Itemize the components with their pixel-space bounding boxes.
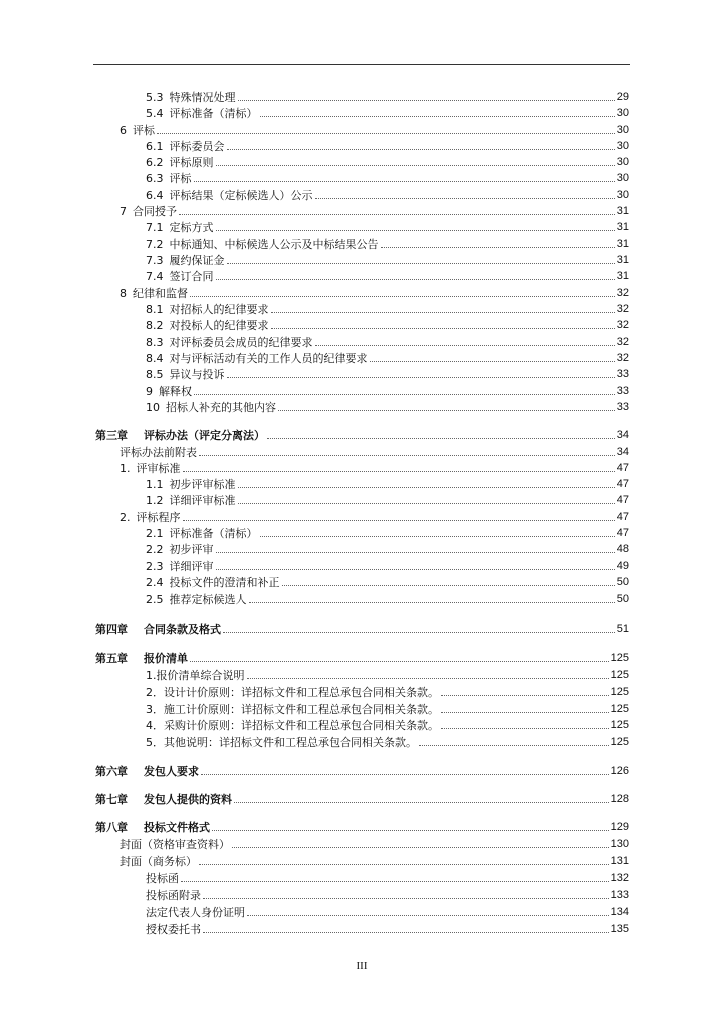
dot-leader — [227, 377, 615, 378]
toc-entry-number: 2.2 — [146, 543, 164, 556]
toc-entry-1-1[interactable] — [0, 475, 724, 491]
toc-chapter-6[interactable] — [0, 762, 724, 778]
toc-entry-title: 投标函附录 — [146, 889, 201, 902]
toc-entry-title: 履约保证金 — [169, 254, 225, 267]
toc-entry-title: 特殊情况处理 — [169, 91, 236, 104]
toc-entry-number: 8.5 — [146, 368, 164, 381]
toc-entry-cover-commercial[interactable] — [0, 852, 724, 868]
toc-entry-bid-letter[interactable] — [0, 869, 724, 885]
toc-entry-number: 2. — [120, 511, 131, 524]
toc-entry-page: 30 — [616, 124, 629, 136]
toc-entry-title: 详细评审标准 — [169, 494, 236, 507]
dot-leader — [419, 745, 609, 746]
dot-leader — [238, 503, 615, 504]
toc-entry-number: 7.3 — [146, 254, 164, 267]
toc-entry-title: 对招标人的纪律要求 — [169, 303, 269, 316]
toc-entry-page: 125 — [610, 652, 629, 664]
toc-entry-1[interactable] — [0, 459, 724, 475]
toc-entry-number: 2.5 — [146, 593, 164, 606]
toc-entry-title: 异议与投诉 — [169, 368, 225, 381]
toc-entry-page: 130 — [610, 838, 629, 850]
toc-chapter-8[interactable] — [0, 818, 724, 834]
dot-leader — [183, 471, 615, 472]
dot-leader — [232, 847, 609, 848]
toc-entry-pricing-summary[interactable] — [0, 666, 724, 682]
toc-entry-title: 5．其他说明：详招标文件和工程总承包合同相关条款。 — [146, 736, 417, 749]
toc-entry-page: 133 — [610, 889, 629, 901]
toc-chapter-title: 报价清单 — [144, 652, 188, 665]
toc-entry-title: 评标程序 — [136, 511, 181, 524]
toc-entry-construction-pricing[interactable] — [0, 700, 724, 716]
dot-leader — [190, 661, 609, 662]
toc-entry-page: 30 — [616, 107, 629, 119]
toc-entry-page: 47 — [616, 494, 629, 506]
toc-entry-legal-rep-id[interactable] — [0, 903, 724, 919]
dot-leader — [216, 569, 615, 570]
toc-entry-number: 2.3 — [146, 560, 164, 573]
toc-entry-page: 50 — [616, 576, 629, 588]
toc-entry-page: 125 — [610, 719, 629, 731]
toc-entry-page: 32 — [616, 287, 629, 299]
toc-entry-title: 对评标委员会成员的纪律要求 — [169, 336, 313, 349]
dot-leader — [223, 632, 615, 633]
toc-chapter-number: 第四章 — [95, 623, 128, 636]
dot-leader — [216, 552, 615, 553]
dot-leader — [190, 296, 615, 297]
toc-entry-page: 30 — [616, 172, 629, 184]
dot-leader — [216, 165, 615, 166]
toc-entry-other-notes[interactable] — [0, 733, 724, 749]
toc-entry-title: 评标办法前附表 — [120, 446, 197, 459]
toc-entry-page: 32 — [616, 336, 629, 348]
toc-entry-title: 中标通知、中标候选人公示及中标结果公告 — [169, 238, 379, 251]
toc-chapter-title: 发包人提供的资料 — [144, 793, 232, 806]
toc-entry-title: 评标委员会 — [169, 140, 225, 153]
toc-entry-page: 30 — [616, 189, 629, 201]
dot-leader — [227, 149, 615, 150]
toc-entry-page: 33 — [616, 368, 629, 380]
toc-entry-8-3[interactable] — [0, 333, 724, 349]
toc-entry-page: 34 — [616, 446, 629, 458]
toc-entry-page: 30 — [616, 156, 629, 168]
toc-entry-page: 50 — [616, 593, 629, 605]
dot-leader — [238, 487, 615, 488]
toc-entry-power-of-attorney[interactable] — [0, 920, 724, 936]
dot-leader — [199, 455, 615, 456]
toc-chapter-4[interactable] — [0, 620, 724, 636]
toc-entry-title: 3．施工计价原则：详招标文件和工程总承包合同相关条款。 — [146, 703, 439, 716]
dot-leader — [238, 100, 615, 101]
toc-entry-7[interactable] — [0, 202, 724, 218]
toc-entry-10[interactable] — [0, 398, 724, 414]
dot-leader — [267, 438, 615, 439]
toc-entry-8-5[interactable] — [0, 365, 724, 381]
toc-entry-number: 6.1 — [146, 140, 164, 153]
dot-leader — [282, 585, 615, 586]
dot-leader — [181, 881, 609, 882]
toc-entry-page: 131 — [610, 855, 629, 867]
toc-entry-number: 1. — [120, 462, 131, 475]
toc-entry-2-3[interactable] — [0, 557, 724, 573]
toc-entry-number: 7 — [120, 205, 127, 218]
toc-entry-page: 125 — [610, 686, 629, 698]
toc-entry-title: 4．采购计价原则：详招标文件和工程总承包合同相关条款。 — [146, 719, 439, 732]
dot-leader — [183, 520, 615, 521]
toc-entry-page: 126 — [610, 765, 629, 777]
toc-chapter-number: 第八章 — [95, 821, 128, 834]
toc-entry-8-2[interactable] — [0, 316, 724, 332]
toc-entry-number: 9 — [146, 385, 153, 398]
toc-entry-6-4[interactable] — [0, 186, 724, 202]
footer-page-number: III — [356, 960, 368, 972]
toc-entry-number: 6.3 — [146, 172, 164, 185]
toc-entry-page: 47 — [616, 511, 629, 523]
dot-leader — [157, 133, 615, 134]
toc-entry-page: 47 — [616, 478, 629, 490]
toc-entry-5-4[interactable] — [0, 104, 724, 120]
toc-entry-title: 评标 — [133, 124, 155, 137]
dot-leader — [216, 230, 615, 231]
dot-leader — [201, 774, 609, 775]
toc-entry-title: 签订合同 — [169, 270, 214, 283]
dot-leader — [194, 394, 615, 395]
toc-entry-7-1[interactable] — [0, 218, 724, 234]
toc-entry-page: 125 — [610, 703, 629, 715]
dot-leader — [441, 695, 609, 696]
toc-chapter-title: 评标办法（评定分离法） — [144, 429, 265, 442]
toc-entry-8[interactable] — [0, 284, 724, 300]
dot-leader — [249, 602, 615, 603]
toc-entry-number: 7.4 — [146, 270, 164, 283]
toc-entry-page: 125 — [610, 669, 629, 681]
toc-chapter-7[interactable] — [0, 790, 724, 806]
toc-entry-number: 7.2 — [146, 238, 164, 251]
toc-entry-title: 推荐定标候选人 — [169, 593, 247, 606]
toc-entry-page: 47 — [616, 527, 629, 539]
toc-entry-number: 10 — [146, 401, 160, 414]
toc-entry-2-1[interactable] — [0, 524, 724, 540]
toc-entry-6[interactable] — [0, 121, 724, 137]
toc-entry-page: 33 — [616, 401, 629, 413]
toc-entry-title: 解释权 — [159, 385, 192, 398]
toc-entry-title: 初步评审 — [169, 543, 214, 556]
toc-entry-page: 49 — [616, 560, 629, 572]
toc-chapter-5[interactable] — [0, 649, 724, 665]
toc-entry-number: 1.2 — [146, 494, 164, 507]
toc-entry-title: 投标文件的澄清和补正 — [169, 576, 280, 589]
toc-entry-title: 授权委托书 — [146, 923, 201, 936]
toc-entry-cover-qualification[interactable] — [0, 835, 724, 851]
toc-entry-page: 48 — [616, 543, 629, 555]
toc-entry-page: 33 — [616, 385, 629, 397]
dot-leader — [441, 712, 609, 713]
toc-entry-number: 6 — [120, 124, 127, 137]
dot-leader — [247, 678, 609, 679]
toc-entry-number: 6.2 — [146, 156, 164, 169]
toc-entry-procurement-pricing[interactable] — [0, 716, 724, 732]
dot-leader — [203, 932, 609, 933]
dot-leader — [278, 410, 615, 411]
toc-entry-page: 134 — [610, 906, 629, 918]
dot-leader — [315, 198, 615, 199]
toc-entry-title: 评标 — [169, 172, 192, 185]
toc-entry-number: 6.4 — [146, 189, 164, 202]
toc-entry-page: 132 — [610, 872, 629, 884]
toc-entry-title: 评标原则 — [169, 156, 214, 169]
toc-entry-title: 初步评审标准 — [169, 478, 236, 491]
dot-leader — [194, 181, 615, 182]
toc-entry-page: 129 — [610, 821, 629, 833]
dot-leader — [271, 328, 615, 329]
toc-entry-8-4[interactable] — [0, 349, 724, 365]
toc-entry-page: 30 — [616, 140, 629, 152]
toc-entry-page: 47 — [616, 462, 629, 474]
toc-entry-page: 34 — [616, 429, 629, 441]
toc-entry-title: 对投标人的纪律要求 — [169, 319, 269, 332]
toc-entry-title: 1.报价清单综合说明 — [146, 669, 245, 682]
toc-entry-title: 法定代表人身份证明 — [146, 906, 245, 919]
toc-entry-page: 135 — [610, 923, 629, 935]
toc-entry-page: 31 — [616, 270, 629, 282]
toc-entry-number: 7.1 — [146, 221, 164, 234]
toc-entry-number: 8.4 — [146, 352, 164, 365]
toc-chapter-title: 投标文件格式 — [144, 821, 210, 834]
toc-entry-2-4[interactable] — [0, 573, 724, 589]
dot-leader — [227, 263, 615, 264]
toc-entry-2[interactable] — [0, 508, 724, 524]
toc-entry-title: 对与评标活动有关的工作人员的纪律要求 — [169, 352, 368, 365]
toc-entry-page: 32 — [616, 319, 629, 331]
toc-entry-number: 8.3 — [146, 336, 164, 349]
toc-entry-number: 8 — [120, 287, 127, 300]
toc-entry-number: 5.4 — [146, 107, 164, 120]
toc-entry-9[interactable] — [0, 382, 724, 398]
toc-entry-title: 评标结果（定标候选人）公示 — [169, 189, 313, 202]
toc-chapter-number: 第七章 — [95, 793, 128, 806]
toc-entry-evaluation-appendix[interactable] — [0, 443, 724, 459]
toc-entry-6-3[interactable] — [0, 169, 724, 185]
toc-entry-page: 125 — [610, 736, 629, 748]
toc-entry-title: 投标函 — [146, 872, 179, 885]
toc-entry-design-pricing[interactable] — [0, 683, 724, 699]
toc-entry-bid-letter-appendix[interactable] — [0, 886, 724, 902]
dot-leader — [260, 536, 615, 537]
header-rule — [93, 64, 630, 65]
dot-leader — [203, 898, 609, 899]
dot-leader — [370, 361, 615, 362]
toc-entry-page: 31 — [616, 254, 629, 266]
dot-leader — [212, 830, 609, 831]
dot-leader — [260, 116, 615, 117]
toc-entry-title: 合同授予 — [133, 205, 177, 218]
toc-entry-title: 封面（商务标） — [120, 855, 197, 868]
toc-entry-page: 31 — [616, 238, 629, 250]
dot-leader — [247, 915, 609, 916]
toc-entry-page: 128 — [610, 793, 629, 805]
toc-entry-5-3[interactable] — [0, 88, 724, 104]
toc-entry-page: 51 — [616, 623, 629, 635]
toc-entry-7-3[interactable] — [0, 251, 724, 267]
toc-entry-number: 1.1 — [146, 478, 164, 491]
toc-chapter-title: 合同条款及格式 — [144, 623, 221, 636]
toc-entry-title: 封面（资格审查资料） — [120, 838, 230, 851]
toc-entry-number: 5.3 — [146, 91, 164, 104]
toc-entry-number: 2.1 — [146, 527, 164, 540]
toc-entry-number: 8.1 — [146, 303, 164, 316]
dot-leader — [271, 312, 615, 313]
toc-entry-title: 招标人补充的其他内容 — [166, 401, 276, 414]
toc-chapter-title: 发包人要求 — [144, 765, 199, 778]
dot-leader — [216, 279, 615, 280]
toc-entry-page: 31 — [616, 221, 629, 233]
dot-leader — [179, 214, 615, 215]
toc-entry-number: 8.2 — [146, 319, 164, 332]
toc-entry-7-4[interactable] — [0, 267, 724, 283]
dot-leader — [381, 247, 615, 248]
toc-entry-title: 定标方式 — [169, 221, 214, 234]
toc-entry-1-2[interactable] — [0, 491, 724, 507]
toc-entry-title: 评标准备（清标） — [169, 527, 258, 540]
toc-entry-2-2[interactable] — [0, 540, 724, 556]
dot-leader — [234, 802, 609, 803]
toc-entry-title: 2．设计计价原则：详招标文件和工程总承包合同相关条款。 — [146, 686, 439, 699]
toc-entry-title: 纪律和监督 — [133, 287, 188, 300]
toc-chapter-3[interactable] — [0, 426, 724, 442]
toc-chapter-number: 第三章 — [95, 429, 128, 442]
dot-leader — [441, 728, 609, 729]
toc-entry-2-5[interactable] — [0, 590, 724, 606]
toc-entry-title: 评审标准 — [136, 462, 181, 475]
toc-entry-7-2[interactable] — [0, 235, 724, 251]
toc-chapter-number: 第五章 — [95, 652, 128, 665]
toc-entry-page: 32 — [616, 352, 629, 364]
toc-entry-title: 评标准备（清标） — [169, 107, 258, 120]
toc-entry-title: 详细评审 — [169, 560, 214, 573]
toc-entry-page: 29 — [616, 91, 629, 103]
toc-entry-number: 2.4 — [146, 576, 164, 589]
dot-leader — [199, 864, 609, 865]
toc-entry-page: 31 — [616, 205, 629, 217]
toc-entry-page: 32 — [616, 303, 629, 315]
toc-chapter-number: 第六章 — [95, 765, 128, 778]
toc-entry-8-1[interactable] — [0, 300, 724, 316]
dot-leader — [315, 345, 615, 346]
toc-entry-6-1[interactable] — [0, 137, 724, 153]
toc-entry-6-2[interactable] — [0, 153, 724, 169]
